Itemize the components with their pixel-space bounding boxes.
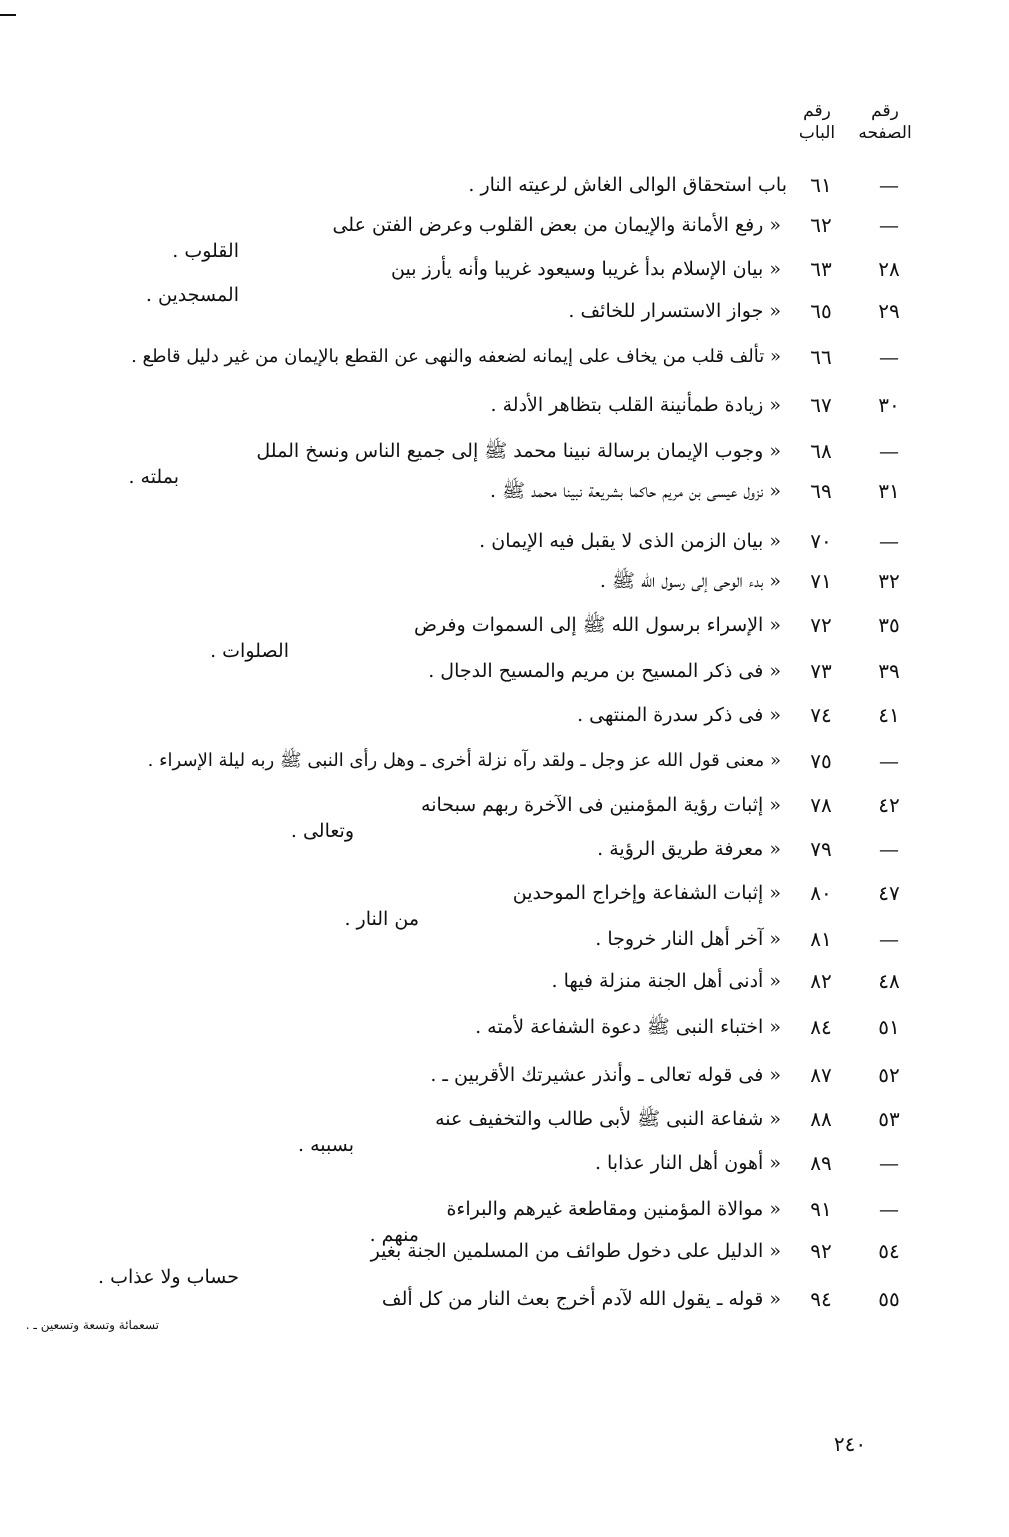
page-number-cell: —: [879, 1197, 899, 1221]
chapter-title: « معرفة طريق الرؤية .: [597, 838, 781, 860]
chapter-title: « نزول عيسى بن مريم حاكما بشريعة نبينا محمد ﷺ .: [490, 480, 781, 502]
page-number-cell: —: [879, 927, 899, 951]
chapter-title: « الدليل على دخول طوائف من المسلمين الجنة بغير: [370, 1240, 781, 1262]
page-header-line-2: الصفحه: [858, 123, 912, 143]
chapter-title: « بدء الوحى إلى رسول الله ﷺ .: [599, 570, 781, 592]
chapter-number-cell: ٨٨: [810, 1107, 832, 1131]
page-number-cell: ٥٣: [878, 1107, 900, 1131]
chapter-title: « وجوب الإيمان برسالة نبينا محمد ﷺ إلى جميع الناس ونسخ الملل: [256, 440, 781, 462]
chapter-number-column-header: [782, 100, 852, 144]
index-row: [0, 968, 1009, 1008]
chapter-title-continuation: وتعالى .: [290, 820, 354, 842]
index-row: [0, 212, 1009, 262]
page-number-cell: ٤١: [878, 703, 900, 727]
chapter-title: « شفاعة النبى ﷺ لأبى طالب والتخفيف عنه: [435, 1108, 781, 1130]
corner-mark: [0, 14, 16, 16]
chapter-number-cell: ٦٦: [810, 345, 832, 369]
index-row: [0, 792, 1009, 842]
page-number-cell: —: [879, 529, 899, 553]
chapter-header-line-2: الباب: [798, 123, 836, 143]
page-number-cell: ٢٨: [878, 257, 900, 281]
chapter-number-cell: ٩١: [810, 1197, 832, 1221]
page-number-cell: ٥٤: [878, 1239, 900, 1263]
chapter-title: « بيان الإسلام بدأ غريبا وسيعود غريبا وأنه يأرز بين: [391, 258, 781, 280]
page-number-cell: —: [879, 213, 899, 237]
index-row: [0, 658, 1009, 698]
page-number-cell: —: [879, 345, 899, 369]
chapter-title-continuation: المسجدين .: [145, 284, 239, 306]
index-row: [0, 1014, 1009, 1054]
chapter-title: « فى ذكر سدرة المنتهى .: [577, 704, 781, 726]
chapter-title: « الإسراء برسول الله ﷺ إلى السموات وفرض: [413, 614, 781, 636]
chapter-title: « إثبات رؤية المؤمنين فى الآخرة ربهم سبحانه: [421, 794, 781, 816]
page-number-cell: ٤٢: [878, 793, 900, 817]
page-number-cell: —: [879, 749, 899, 773]
index-row: [0, 172, 1009, 212]
index-row: [0, 880, 1009, 930]
chapter-title-continuation: تسعمائة وتسعة وتسعين ـ .: [25, 1318, 159, 1332]
chapter-title: « بيان الزمن الذى لا يقبل فيه الإيمان .: [479, 530, 781, 552]
chapter-number-cell: ٧٤: [810, 703, 832, 727]
chapter-title: « زيادة طمأنينة القلب بتظاهر الأدلة .: [490, 394, 781, 416]
chapter-title: « معنى قول الله عز وجل ـ ولقد رآه نزلة أخرى ـ وهل رأى النبى ﷺ ربه ليلة الإسراء .: [147, 750, 781, 771]
chapter-title: « إثبات الشفاعة وإخراج الموحدين: [512, 882, 781, 904]
chapter-number-cell: ٦٢: [810, 213, 832, 237]
page-number-cell: ٢٩: [878, 299, 900, 323]
chapter-number-cell: ٩٤: [810, 1287, 832, 1311]
chapter-number-cell: ٩٢: [810, 1239, 832, 1263]
chapter-number-cell: ٧٥: [810, 749, 832, 773]
index-row: [0, 1238, 1009, 1288]
index-row: [0, 344, 1009, 384]
chapter-title: « آخر أهل النار خروجا .: [595, 928, 781, 950]
chapter-number-cell: ٨١: [810, 927, 832, 951]
page-number-cell: ٣٥: [878, 613, 900, 637]
page-header-line-1: رقم: [871, 101, 899, 121]
chapter-title-continuation: بملته .: [128, 466, 179, 488]
page-number-cell: ٣١: [878, 479, 900, 503]
chapter-number-cell: ٧٢: [810, 613, 832, 637]
chapter-title: « أدنى أهل الجنة منزلة فيها .: [551, 970, 781, 992]
index-row: [0, 702, 1009, 742]
chapter-number-cell: ٦٩: [810, 479, 832, 503]
page-number-cell: —: [879, 439, 899, 463]
chapter-title-continuation: منهم .: [369, 1224, 419, 1246]
page-number-cell: —: [879, 1151, 899, 1175]
chapter-number-cell: ٨٩: [810, 1151, 832, 1175]
index-row: [0, 568, 1009, 608]
index-row: [0, 1062, 1009, 1102]
chapter-title: « فى ذكر المسيح بن مريم والمسيح الدجال .: [428, 660, 781, 682]
chapter-number-cell: ٨٢: [810, 969, 832, 993]
chapter-title: « تألف قلب من يخاف على إيمانه لضعفه والنهى عن القطع بالإيمان من غير دليل قاطع .: [131, 346, 781, 367]
chapter-title: « اختباء النبى ﷺ دعوة الشفاعة لأمته .: [475, 1016, 781, 1038]
index-row: [0, 528, 1009, 568]
chapter-number-cell: ٨٠: [810, 881, 832, 905]
chapter-number-cell: ٨٧: [810, 1063, 832, 1087]
chapter-title-continuation: القلوب .: [172, 240, 239, 262]
chapter-number-cell: ٦٧: [810, 393, 832, 417]
index-row: [0, 256, 1009, 306]
page-number-cell: —: [879, 837, 899, 861]
index-row: [0, 748, 1009, 788]
chapter-title-continuation: بسببه .: [298, 1134, 354, 1156]
page-number-cell: ٥١: [878, 1015, 900, 1039]
chapter-title-continuation: حساب ولا عذاب .: [97, 1266, 239, 1288]
page-number-cell: —: [879, 173, 899, 197]
chapter-title: « أهون أهل النار عذابا .: [594, 1152, 781, 1174]
page-number-cell: ٣٩: [878, 659, 900, 683]
chapter-title: « فى قوله تعالى ـ وأنذر عشيرتك الأقربين ـ .: [430, 1064, 781, 1086]
page-number-cell: ٤٧: [878, 881, 900, 905]
chapter-title: « رفع الأمانة والإيمان من بعض القلوب وعرض الفتن على: [332, 214, 781, 236]
index-row: [0, 1106, 1009, 1156]
page-number-cell: ٣٢: [878, 569, 900, 593]
chapter-number-cell: ٧١: [810, 569, 832, 593]
index-row: [0, 298, 1009, 338]
chapter-header-line-1: رقم: [803, 101, 831, 121]
index-row: [0, 392, 1009, 432]
chapter-number-cell: ٧٨: [810, 793, 832, 817]
index-row: [0, 926, 1009, 966]
chapter-number-cell: ٨٤: [810, 1015, 832, 1039]
chapter-title: « موالاة المؤمنين ومقاطعة غيرهم والبراءة: [446, 1198, 781, 1220]
chapter-title-continuation: الصلوات .: [210, 640, 289, 662]
page-number-cell: ٥٢: [878, 1063, 900, 1087]
chapter-title: باب استحقاق الوالى الغاش لرعيته النار .: [468, 174, 787, 196]
index-row: [0, 836, 1009, 876]
index-row: [0, 1196, 1009, 1246]
chapter-number-cell: ٦٥: [810, 299, 832, 323]
chapter-title: « قوله ـ يقول الله لآدم أخرج بعث النار من كل ألف: [381, 1288, 781, 1310]
index-row: [0, 1150, 1009, 1190]
chapter-title-continuation: من النار .: [344, 908, 419, 930]
index-row: [0, 478, 1009, 518]
chapter-number-cell: ٦٨: [810, 439, 832, 463]
page-number: ٢٤٠: [833, 1432, 867, 1456]
chapter-number-cell: ٦١: [810, 173, 832, 197]
chapter-number-cell: ٧٠: [810, 529, 832, 553]
index-row: [0, 1286, 1009, 1332]
chapter-number-cell: ٧٩: [810, 837, 832, 861]
index-row: [0, 612, 1009, 662]
chapter-title: « جواز الاستسرار للخائف .: [568, 300, 781, 322]
page-number-cell: ٣٠: [878, 393, 900, 417]
page-number-column-header: [850, 100, 920, 144]
chapter-number-cell: ٧٣: [810, 659, 832, 683]
page-number-cell: ٤٨: [878, 969, 900, 993]
index-row: [0, 438, 1009, 488]
page-number-cell: ٥٥: [878, 1287, 900, 1311]
chapter-number-cell: ٦٣: [810, 257, 832, 281]
